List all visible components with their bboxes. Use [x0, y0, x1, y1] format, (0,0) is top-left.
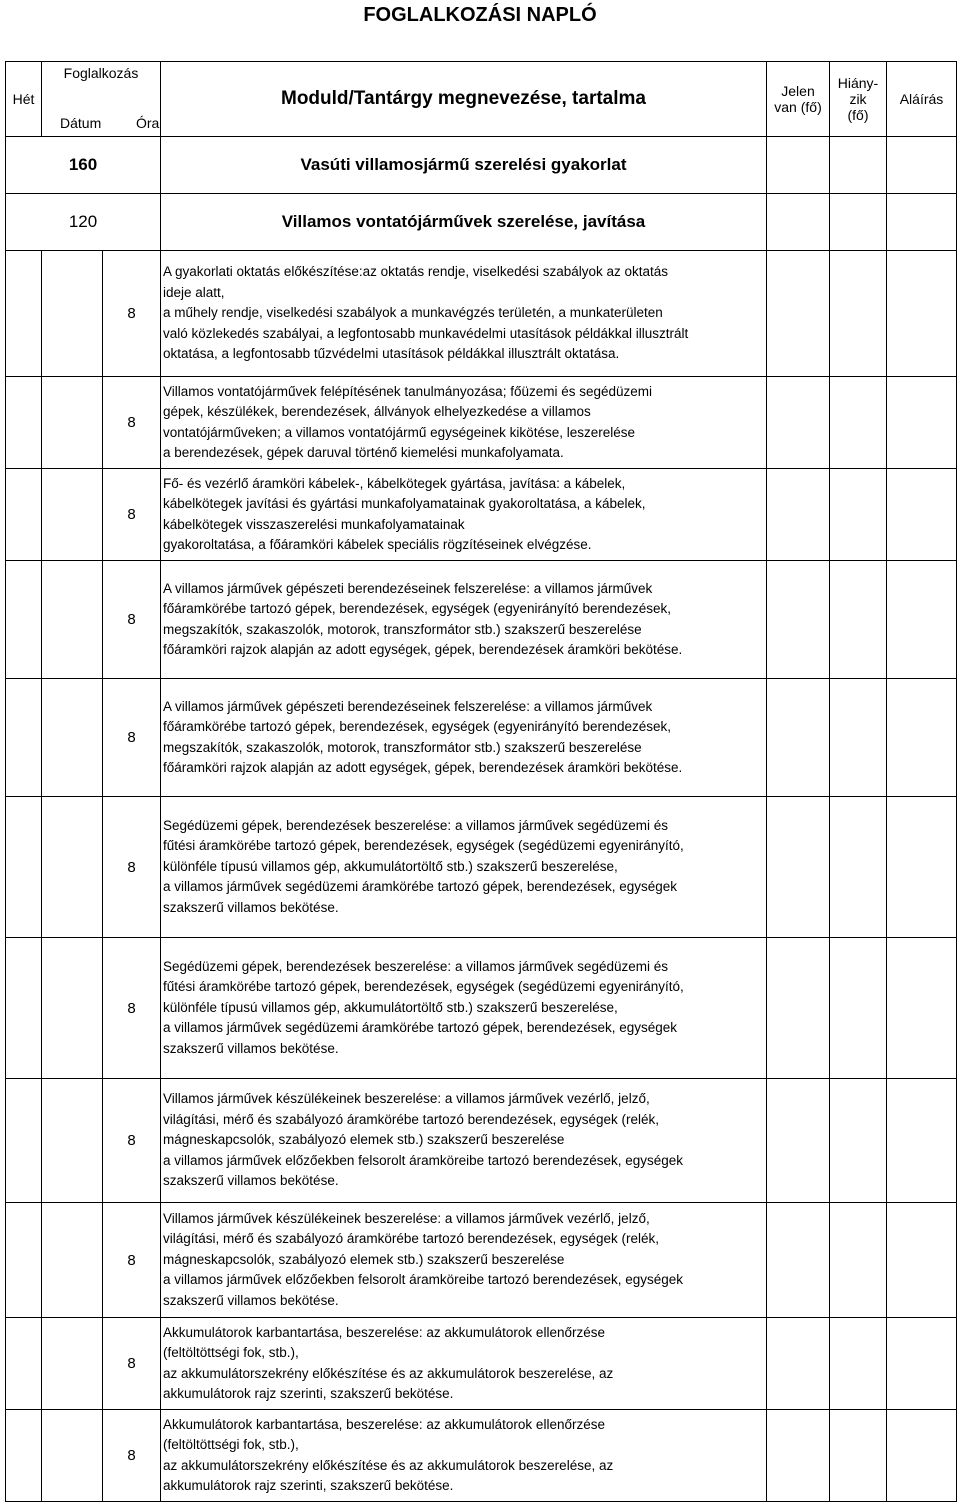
- content-line: fűtési áramkörébe tartozó gépek, berendezések, egységek (segédüzemi egyenirányító,: [163, 979, 684, 995]
- section-name: Vasúti villamosjármű szerelési gyakorlat: [161, 137, 767, 194]
- col-foglalkozas: [42, 62, 161, 137]
- hours-cell: 8: [103, 1203, 161, 1318]
- section-row: [6, 137, 957, 194]
- content-line: a villamos járművek segédüzemi áramkörébe tartozó gépek, berendezések, egységek: [163, 879, 678, 895]
- section-hours: 120: [6, 194, 161, 251]
- hours-cell: 8: [103, 469, 161, 561]
- hiany-cell[interactable]: [830, 194, 887, 251]
- section-name: Villamos vontatójárművek szerelése, javítása: [161, 194, 767, 251]
- hours-cell: 8: [103, 1079, 161, 1203]
- content-line: a műhely rendje, viselkedési szabályok a munkavégzés területén, a munkaterületen: [163, 305, 663, 321]
- content-line: szakszerű villamos bekötése.: [163, 1292, 339, 1308]
- modul-header: Moduld/Tantárgy megnevezése, tartalma: [161, 62, 767, 137]
- content-line: kábelkötegek visszaszerelési munkafolyamatainak: [163, 516, 465, 532]
- alairas-label: Aláírás: [899, 91, 944, 107]
- content-line: főáramköri rajzok alapján az adott egységek, gépek, berendezések áramköri bekötése.: [163, 760, 683, 775]
- datum-cell[interactable]: [42, 1410, 103, 1502]
- table-row: [6, 1079, 957, 1203]
- hiany-cell[interactable]: [830, 561, 887, 679]
- col-alairas: [887, 62, 957, 137]
- hours-cell: 8: [103, 1410, 161, 1502]
- content-line: (feltöltöttségi fok, stb.),: [163, 1437, 299, 1452]
- ora-label: Óra: [136, 115, 160, 131]
- content-line: gépek, készülékek, berendezések, állványok elhelyezkedése a villamos: [163, 404, 591, 419]
- page-title: FOGLALKOZÁSI NAPLÓ: [363, 4, 597, 26]
- jelen-cell[interactable]: [767, 1203, 830, 1318]
- hours-cell: 8: [103, 377, 161, 469]
- content-cell: [161, 377, 767, 469]
- content-line: a villamos járművek előzőekben felsorolt áramköreibe tartozó berendezések, egységek: [163, 1272, 684, 1288]
- datum-label: Dátum: [60, 115, 102, 131]
- content-line: Akkumulátorok karbantartása, beszerelése: az akkumulátorok ellenőrzése: [163, 1324, 605, 1340]
- content-line: A villamos járművek gépészeti berendezéseinek felszerelése: a villamos járművek: [163, 698, 653, 714]
- alairas-cell[interactable]: [887, 938, 957, 1079]
- table-row: [6, 797, 957, 938]
- jelen-cell[interactable]: [767, 797, 830, 938]
- col-jelen: [767, 62, 830, 137]
- het-cell[interactable]: [6, 797, 42, 938]
- table-row: [6, 469, 957, 561]
- datum-cell[interactable]: [42, 561, 103, 679]
- datum-cell[interactable]: [42, 469, 103, 561]
- datum-cell[interactable]: [42, 1318, 103, 1410]
- content-line: akkumulátorok rajz szerinti, szakszerű bekötése.: [163, 1478, 454, 1493]
- content-line: főáramkörébe tartozó gépek, berendezések, egységek (egyenirányító berendezések,: [163, 601, 672, 616]
- jelen-label-2: van (fő): [774, 99, 822, 115]
- jelen-cell[interactable]: [767, 469, 830, 561]
- hiany-cell[interactable]: [830, 469, 887, 561]
- datum-cell[interactable]: [42, 1203, 103, 1318]
- content-line: szakszerű villamos bekötése.: [163, 899, 339, 915]
- hiany-cell[interactable]: [830, 938, 887, 1079]
- content-line: mágneskapcsolók, szabályozó elemek stb.) szakszerű beszerelése: [163, 1251, 565, 1267]
- alairas-cell[interactable]: [887, 1203, 957, 1318]
- content-line: szakszerű villamos bekötése.: [163, 1040, 339, 1056]
- het-cell[interactable]: [6, 377, 42, 469]
- alairas-cell[interactable]: [887, 377, 957, 469]
- content-line: világítási, mérő és szabályozó áramkörébe tartozó berendezések, egységek (relék,: [163, 1231, 659, 1247]
- het-cell[interactable]: [6, 938, 42, 1079]
- hiany-cell[interactable]: [830, 1410, 887, 1502]
- datum-cell[interactable]: [42, 797, 103, 938]
- content-line: akkumulátorok rajz szerinti, szakszerű bekötése.: [163, 1386, 454, 1401]
- hours-cell: 8: [103, 1318, 161, 1410]
- alairas-cell[interactable]: [887, 679, 957, 797]
- content-line: szakszerű villamos bekötése.: [163, 1173, 339, 1189]
- jelen-cell[interactable]: [767, 251, 830, 377]
- foglalkozas-label: Foglalkozás: [63, 65, 139, 81]
- content-line: A gyakorlati oktatás előkészítése:az oktatás rendje, viselkedési szabályok az oktatás: [163, 264, 669, 280]
- hiany-cell[interactable]: [830, 797, 887, 938]
- datum-cell[interactable]: [42, 251, 103, 377]
- content-line: különféle típusú villamos gép, akkumulátortöltő stb.) szakszerű beszerelése,: [163, 999, 618, 1015]
- jelen-cell[interactable]: [767, 1079, 830, 1203]
- jelen-cell[interactable]: [767, 137, 830, 194]
- alairas-cell[interactable]: [887, 1410, 957, 1502]
- col-hiany: [830, 62, 887, 137]
- jelen-cell[interactable]: [767, 194, 830, 251]
- content-line: mágneskapcsolók, szabályozó elemek stb.) szakszerű beszerelése: [163, 1132, 565, 1148]
- content-cell: [161, 1203, 767, 1318]
- content-cell: [161, 561, 767, 679]
- content-line: Akkumulátorok karbantartása, beszerelése: az akkumulátorok ellenőrzése: [163, 1416, 605, 1432]
- content-cell: [161, 938, 767, 1079]
- het-cell[interactable]: [6, 1410, 42, 1502]
- alairas-cell[interactable]: [887, 797, 957, 938]
- content-line: különféle típusú villamos gép, akkumulátortöltő stb.) szakszerű beszerelése,: [163, 858, 618, 874]
- jelen-cell[interactable]: [767, 561, 830, 679]
- het-cell[interactable]: [6, 1318, 42, 1410]
- table-row: [6, 938, 957, 1079]
- alairas-cell[interactable]: [887, 1318, 957, 1410]
- content-cell: [161, 1410, 767, 1502]
- jelen-label-1: Jelen: [781, 83, 815, 99]
- content-line: Segédüzemi gépek, berendezések beszerelése: a villamos járművek segédüzemi és: [163, 958, 669, 974]
- jelen-cell[interactable]: [767, 679, 830, 797]
- header-row: [6, 62, 957, 137]
- hiany-cell[interactable]: [830, 1203, 887, 1318]
- content-cell: [161, 1079, 767, 1203]
- jelen-cell[interactable]: [767, 938, 830, 1079]
- content-cell: [161, 469, 767, 561]
- content-line: az akkumulátorszekrény előkészítése és az akkumulátorok beszerelése, az: [163, 1365, 614, 1381]
- content-line: a villamos járművek segédüzemi áramkörébe tartozó gépek, berendezések, egységek: [163, 1020, 678, 1036]
- content-cell: [161, 251, 767, 377]
- hiany-label-2: (fő): [847, 107, 869, 123]
- jelen-cell[interactable]: [767, 1318, 830, 1410]
- section-row: [6, 194, 957, 251]
- het-cell[interactable]: [6, 1079, 42, 1203]
- content-cell: [161, 1318, 767, 1410]
- hours-cell: 8: [103, 251, 161, 377]
- content-line: Villamos vontatójárművek felépítésének tanulmányozása; főüzemi és segédüzemi: [163, 383, 653, 399]
- hiany-cell[interactable]: [830, 137, 887, 194]
- content-line: a berendezések, gépek daruval történő kiemelési munkafolyamata.: [163, 445, 564, 460]
- alairas-cell[interactable]: [887, 194, 957, 251]
- hours-cell: 8: [103, 561, 161, 679]
- table-row: [6, 1203, 957, 1318]
- foglalkozas-group: [42, 62, 160, 136]
- content-line: főáramkörébe tartozó gépek, berendezések, egységek (egyenirányító berendezések,: [163, 719, 672, 734]
- content-line: való közlekedés szabályai, a legfontosabb munkavédelmi utasítások példákkal illusztrált: [163, 325, 689, 341]
- table-row: [6, 377, 957, 469]
- het-cell[interactable]: [6, 469, 42, 561]
- content-line: fűtési áramkörébe tartozó gépek, berendezések, egységek (segédüzemi egyenirányító,: [163, 838, 684, 854]
- content-line: Villamos járművek készülékeinek beszerelése: a villamos járművek vezérlő, jelző,: [163, 1091, 650, 1107]
- het-cell[interactable]: [6, 561, 42, 679]
- alairas-cell[interactable]: [887, 469, 957, 561]
- content-line: ideje alatt,: [163, 284, 225, 300]
- content-line: Segédüzemi gépek, berendezések beszerelése: a villamos járművek segédüzemi és: [163, 817, 669, 833]
- col-het: [6, 62, 42, 137]
- datum-cell[interactable]: [42, 1079, 103, 1203]
- content-line: megszakítók, szakaszolók, motorok, transzformátor stb.) szakszerű beszerelése: [163, 621, 642, 637]
- content-line: világítási, mérő és szabályozó áramkörébe tartozó berendezések, egységek (relék,: [163, 1111, 659, 1127]
- alairas-cell[interactable]: [887, 251, 957, 377]
- hiany-cell[interactable]: [830, 251, 887, 377]
- hours-cell: 8: [103, 797, 161, 938]
- content-line: kábelkötegek javítási és gyártási munkafolyamatainak gyakoroltatása, a kábelek,: [163, 496, 646, 511]
- alairas-cell[interactable]: [887, 561, 957, 679]
- hours-cell: 8: [103, 679, 161, 797]
- table-row: [6, 679, 957, 797]
- content-line: Fő- és vezérlő áramköri kábelek-, kábelkötegek gyártása, javítása: a kábelek,: [163, 475, 626, 491]
- content-cell: [161, 679, 767, 797]
- table-row: [6, 561, 957, 679]
- content-line: vontatójárműveken; a villamos vontatójármű egységeinek kikötése, leszerelése: [163, 424, 635, 440]
- het-cell[interactable]: [6, 679, 42, 797]
- content-line: Villamos járművek készülékeinek beszerelése: a villamos járművek vezérlő, jelző,: [163, 1210, 650, 1226]
- content-line: főáramköri rajzok alapján az adott egységek, gépek, berendezések áramköri bekötése.: [163, 642, 683, 657]
- datum-cell[interactable]: [42, 679, 103, 797]
- log-table: [5, 61, 957, 1502]
- datum-cell[interactable]: [42, 377, 103, 469]
- hiany-cell[interactable]: [830, 1318, 887, 1410]
- hiany-cell[interactable]: [830, 377, 887, 469]
- jelen-cell[interactable]: [767, 1410, 830, 1502]
- hiany-cell[interactable]: [830, 679, 887, 797]
- content-line: (feltöltöttségi fok, stb.),: [163, 1345, 299, 1360]
- jelen-cell[interactable]: [767, 377, 830, 469]
- content-cell: [161, 797, 767, 938]
- hiany-cell[interactable]: [830, 1079, 887, 1203]
- content-line: a villamos járművek előzőekben felsorolt áramköreibe tartozó berendezések, egységek: [163, 1152, 684, 1168]
- het-cell[interactable]: [6, 1203, 42, 1318]
- hours-cell: 8: [103, 938, 161, 1079]
- content-line: az akkumulátorszekrény előkészítése és az akkumulátorok beszerelése, az: [163, 1457, 614, 1473]
- content-line: gyakoroltatása, a főáramköri kábelek speciális rögzítéseinek elvégzése.: [163, 537, 592, 552]
- het-cell[interactable]: [6, 251, 42, 377]
- content-line: megszakítók, szakaszolók, motorok, transzformátor stb.) szakszerű beszerelése: [163, 739, 642, 755]
- content-line: A villamos járművek gépészeti berendezéseinek felszerelése: a villamos járművek: [163, 580, 653, 596]
- content-line: oktatása, a legfontosabb tűzvédelmi utasítások példákkal illusztrált oktatása.: [163, 346, 620, 362]
- datum-cell[interactable]: [42, 938, 103, 1079]
- table-row: [6, 251, 957, 377]
- hiany-label-1: Hiány-zik: [837, 75, 879, 107]
- alairas-cell[interactable]: [887, 1079, 957, 1203]
- alairas-cell[interactable]: [887, 137, 957, 194]
- section-hours: 160: [6, 137, 161, 194]
- table-row: [6, 1318, 957, 1410]
- het-label: Hét: [12, 91, 35, 107]
- table-row: [6, 1410, 957, 1502]
